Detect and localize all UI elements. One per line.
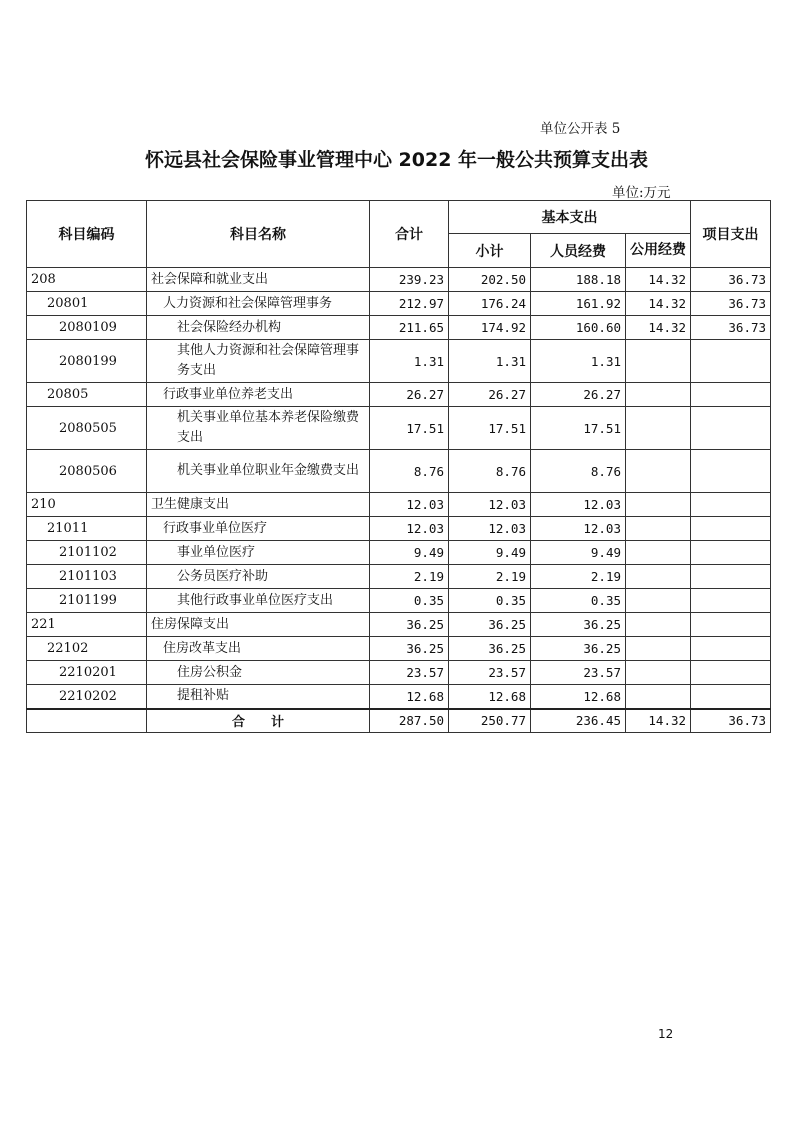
row-public-funds: 14.32 — [626, 268, 691, 292]
table-row — [27, 493, 771, 517]
row-public-funds — [626, 340, 691, 383]
row-project — [691, 383, 771, 407]
row-name: 其他行政事业单位医疗支出 — [147, 589, 370, 613]
row-personnel: 36.25 — [531, 613, 626, 637]
row-total: 1.31 — [370, 340, 449, 383]
table-row — [27, 292, 771, 316]
row-public-funds — [626, 493, 691, 517]
row-public-funds — [626, 661, 691, 685]
row-total: 211.65 — [370, 316, 449, 340]
row-total: 8.76 — [370, 450, 449, 493]
row-code: 20805 — [27, 383, 147, 407]
row-subtotal: 12.03 — [449, 493, 531, 517]
row-subtotal: 176.24 — [449, 292, 531, 316]
row-code: 20801 — [27, 292, 147, 316]
row-project — [691, 613, 771, 637]
header-public-funds: 公用经费 — [626, 234, 691, 268]
row-total: 36.25 — [370, 637, 449, 661]
header-project: 项目支出 — [691, 201, 771, 268]
row-subtotal: 8.76 — [449, 450, 531, 493]
row-total: 36.25 — [370, 613, 449, 637]
row-name: 社会保险经办机构 — [147, 316, 370, 340]
row-name: 行政事业单位养老支出 — [147, 383, 370, 407]
row-public-funds — [626, 383, 691, 407]
row-code: 21011 — [27, 517, 147, 541]
row-total: 2.19 — [370, 565, 449, 589]
row-name: 行政事业单位医疗 — [147, 517, 370, 541]
row-code: 221 — [27, 613, 147, 637]
table-row — [27, 450, 771, 493]
row-name: 机关事业单位基本养老保险缴费支出 — [147, 407, 370, 450]
row-total: 12.03 — [370, 493, 449, 517]
row-public-funds — [626, 541, 691, 565]
unit-label: 单位:万元 — [612, 185, 671, 201]
row-code: 2210202 — [27, 685, 147, 709]
row-name: 机关事业单位职业年金缴费支出 — [147, 450, 370, 493]
row-personnel: 160.60 — [531, 316, 626, 340]
row-code: 2101103 — [27, 565, 147, 589]
row-subtotal: 2.19 — [449, 565, 531, 589]
row-name: 公务员医疗补助 — [147, 565, 370, 589]
row-personnel: 36.25 — [531, 637, 626, 661]
row-code: 22102 — [27, 637, 147, 661]
row-personnel: 0.35 — [531, 589, 626, 613]
header-basic: 基本支出 — [449, 201, 691, 234]
table-row — [27, 316, 771, 340]
row-personnel: 23.57 — [531, 661, 626, 685]
row-project — [691, 493, 771, 517]
table-row — [27, 407, 771, 450]
row-project: 36.73 — [691, 268, 771, 292]
row-name: 社会保障和就业支出 — [147, 268, 370, 292]
row-name: 住房公积金 — [147, 661, 370, 685]
row-name: 事业单位医疗 — [147, 541, 370, 565]
table-row — [27, 268, 771, 292]
page-number: 12 — [658, 1027, 674, 1041]
row-public-funds — [626, 589, 691, 613]
row-public-funds — [626, 450, 691, 493]
row-total: 12.68 — [370, 685, 449, 709]
row-code: 2210201 — [27, 661, 147, 685]
page-title: 怀远县社会保险事业管理中心 2022 年一般公共预算支出表 — [144, 149, 649, 171]
table-row — [27, 613, 771, 637]
row-subtotal: 23.57 — [449, 661, 531, 685]
row-subtotal: 36.25 — [449, 637, 531, 661]
row-personnel: 17.51 — [531, 407, 626, 450]
row-name: 住房保障支出 — [147, 613, 370, 637]
header-code: 科目编码 — [27, 201, 147, 268]
row-project: 36.73 — [691, 316, 771, 340]
row-subtotal: 174.92 — [449, 316, 531, 340]
row-personnel: 188.18 — [531, 268, 626, 292]
grand-total-subtotal: 250.77 — [449, 709, 531, 733]
row-project — [691, 340, 771, 383]
row-public-funds — [626, 565, 691, 589]
row-project — [691, 517, 771, 541]
row-total: 12.03 — [370, 517, 449, 541]
row-personnel: 12.03 — [531, 517, 626, 541]
grand-total-label: 合 计 — [147, 709, 370, 733]
header-personnel: 人员经费 — [531, 234, 626, 268]
row-total: 212.97 — [370, 292, 449, 316]
row-name: 提租补贴 — [147, 685, 370, 709]
table-row — [27, 340, 771, 383]
grand-total-project: 36.73 — [691, 709, 771, 733]
table-row — [27, 589, 771, 613]
row-public-funds — [626, 637, 691, 661]
row-name: 其他人力资源和社会保障管理事务支出 — [147, 340, 370, 383]
row-code: 210 — [27, 493, 147, 517]
row-name: 人力资源和社会保障管理事务 — [147, 292, 370, 316]
row-public-funds — [626, 613, 691, 637]
row-subtotal: 9.49 — [449, 541, 531, 565]
row-project — [691, 661, 771, 685]
row-code: 2101102 — [27, 541, 147, 565]
header-total: 合计 — [370, 201, 449, 268]
row-personnel: 2.19 — [531, 565, 626, 589]
row-name: 住房改革支出 — [147, 637, 370, 661]
row-subtotal: 12.03 — [449, 517, 531, 541]
table-row — [27, 541, 771, 565]
table-row — [27, 517, 771, 541]
table-row — [27, 685, 771, 709]
row-total: 0.35 — [370, 589, 449, 613]
row-subtotal: 1.31 — [449, 340, 531, 383]
row-subtotal: 12.68 — [449, 685, 531, 709]
grand-total-code — [27, 709, 147, 733]
row-subtotal: 202.50 — [449, 268, 531, 292]
row-total: 26.27 — [370, 383, 449, 407]
header-row-1 — [27, 201, 771, 234]
row-personnel: 12.68 — [531, 685, 626, 709]
grand-total-row — [27, 709, 771, 733]
row-project — [691, 450, 771, 493]
table-row — [27, 383, 771, 407]
row-code: 2101199 — [27, 589, 147, 613]
row-project — [691, 565, 771, 589]
table-row — [27, 637, 771, 661]
row-personnel: 26.27 — [531, 383, 626, 407]
row-subtotal: 0.35 — [449, 589, 531, 613]
row-public-funds: 14.32 — [626, 292, 691, 316]
row-public-funds — [626, 685, 691, 709]
row-total: 17.51 — [370, 407, 449, 450]
row-total: 23.57 — [370, 661, 449, 685]
grand-total-total: 287.50 — [370, 709, 449, 733]
row-code: 2080199 — [27, 340, 147, 383]
form-number: 单位公开表 5 — [540, 121, 621, 137]
header-name: 科目名称 — [147, 201, 370, 268]
row-project — [691, 685, 771, 709]
row-personnel: 12.03 — [531, 493, 626, 517]
table-row — [27, 565, 771, 589]
row-public-funds — [626, 407, 691, 450]
row-project — [691, 407, 771, 450]
budget-table — [26, 200, 771, 733]
grand-total-personnel: 236.45 — [531, 709, 626, 733]
header-subtotal: 小计 — [449, 234, 531, 268]
row-subtotal: 36.25 — [449, 613, 531, 637]
row-personnel: 1.31 — [531, 340, 626, 383]
table-row — [27, 661, 771, 685]
row-project — [691, 541, 771, 565]
row-public-funds — [626, 517, 691, 541]
row-name: 卫生健康支出 — [147, 493, 370, 517]
row-code: 2080505 — [27, 407, 147, 450]
row-public-funds: 14.32 — [626, 316, 691, 340]
row-total: 9.49 — [370, 541, 449, 565]
row-code: 208 — [27, 268, 147, 292]
row-personnel: 9.49 — [531, 541, 626, 565]
grand-total-public-funds: 14.32 — [626, 709, 691, 733]
row-project — [691, 637, 771, 661]
row-personnel: 161.92 — [531, 292, 626, 316]
row-subtotal: 17.51 — [449, 407, 531, 450]
row-total: 239.23 — [370, 268, 449, 292]
row-project: 36.73 — [691, 292, 771, 316]
row-personnel: 8.76 — [531, 450, 626, 493]
row-code: 2080109 — [27, 316, 147, 340]
row-project — [691, 589, 771, 613]
row-code: 2080506 — [27, 450, 147, 493]
row-subtotal: 26.27 — [449, 383, 531, 407]
